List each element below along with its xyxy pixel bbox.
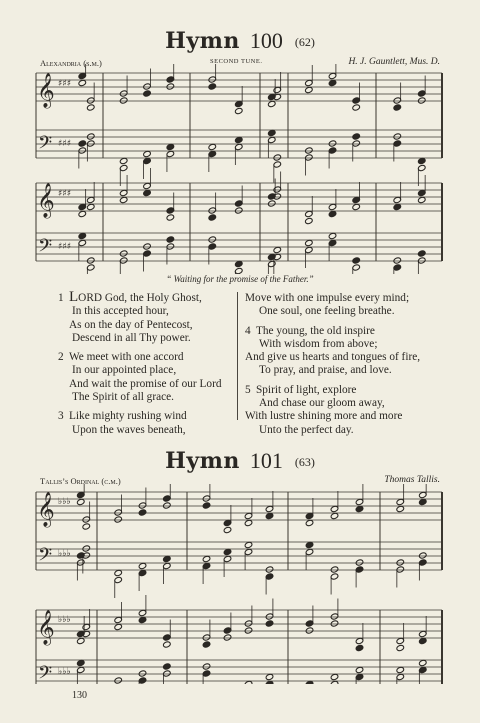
note-icon (268, 260, 276, 267)
note-icon (352, 140, 360, 147)
note-icon (166, 83, 174, 90)
note-icon (119, 97, 127, 104)
hymn-101-system-1 (36, 492, 442, 570)
note-icon (223, 555, 231, 562)
note-icon (138, 616, 146, 623)
note-icon (355, 498, 363, 505)
verse-4-line-3: And give us hearts and tongues of fire, (245, 351, 421, 364)
note-icon (163, 641, 171, 648)
note-icon (355, 666, 363, 673)
note-icon (352, 203, 360, 210)
note-icon (138, 562, 146, 569)
note-icon (396, 673, 404, 680)
verse-3-line-1: Like mighty rushing wind (69, 410, 187, 423)
note-icon (77, 559, 85, 566)
note-icon (143, 150, 151, 157)
note-icon (166, 143, 174, 150)
note-icon (355, 505, 363, 512)
note-icon (202, 495, 210, 502)
note-icon (265, 566, 273, 573)
note-icon (330, 620, 338, 627)
hymn-101-composer: Thomas Tallis. (384, 475, 440, 485)
note-icon (268, 100, 276, 107)
bass-clef-icon: 𝄢 (38, 663, 53, 684)
note-icon (265, 505, 273, 512)
verse-1-line-3: As on the day of Pentecost, (69, 318, 193, 331)
note-icon (393, 203, 401, 210)
note-icon (77, 666, 85, 673)
note-icon (396, 666, 404, 673)
note-icon (208, 207, 216, 214)
note-icon (78, 210, 86, 217)
note-icon (202, 502, 210, 509)
verse-4-line-2: With wisdom from above; (259, 337, 378, 350)
hymn-100-verses-left: 1 LORD God, the Holy Ghost, In this accepted hour, As on the day of Pentecost, Descend in all Thy power. 2 We meet with one accord In our appointed place, And wait the promise of our Lord The Spirit of all grace. 3 Like mighty rushing wind Upon the waves beneath, (58, 289, 222, 436)
verse-1-line-4: Descend in all Thy power. (72, 331, 191, 344)
note-icon (273, 246, 281, 253)
bass-clef-icon: 𝄢 (38, 545, 53, 570)
note-icon (418, 157, 426, 164)
note-icon (305, 86, 313, 93)
note-icon (208, 143, 216, 150)
note-icon (78, 147, 86, 154)
treble-clef-icon: 𝄞 (37, 183, 55, 218)
note-icon (396, 505, 404, 512)
note-icon (273, 186, 281, 193)
note-icon (143, 90, 151, 97)
note-icon (235, 267, 243, 274)
verse-5-line-3: With lustre shining more and more (245, 410, 403, 423)
note-icon (265, 512, 273, 519)
note-icon (268, 136, 276, 143)
verse-2-line-3: And wait the promise of our Lord (69, 377, 222, 390)
note-icon (352, 133, 360, 140)
note-icon (87, 133, 95, 140)
note-icon (166, 243, 174, 250)
note-icon (82, 523, 90, 530)
note-icon (235, 200, 243, 207)
note-icon (305, 548, 313, 555)
drop-cap: L (69, 289, 79, 305)
note-icon (114, 576, 122, 583)
bass-clef-icon: 𝄢 (38, 133, 53, 158)
hymn-101-notes (77, 484, 427, 684)
note-icon (143, 83, 151, 90)
note-icon (419, 498, 427, 505)
clefs-and-keys (37, 492, 71, 684)
key-signature-icon: ♯♯♯ (58, 79, 72, 89)
note-icon (393, 140, 401, 147)
note-icon (396, 566, 404, 573)
hymn-100-verses-right (245, 292, 460, 437)
key-signature-icon: ♯♯♯ (58, 139, 72, 149)
note-icon (138, 670, 146, 677)
note-icon (202, 663, 210, 670)
note-icon (114, 616, 122, 623)
note-icon (87, 264, 95, 271)
note-icon (223, 627, 231, 634)
note-icon (119, 90, 127, 97)
note-icon (396, 644, 404, 651)
note-icon (77, 637, 85, 644)
note-icon (330, 505, 338, 512)
note-icon (352, 97, 360, 104)
hymn-100-title (0, 28, 480, 54)
note-icon (305, 79, 313, 86)
note-icon (268, 129, 276, 136)
note-icon (418, 196, 426, 203)
note-icon (328, 140, 336, 147)
note-icon (305, 627, 313, 634)
hymn-100-ref: (62) (294, 35, 315, 49)
key-signature-icon: ♭♭♭ (58, 615, 71, 625)
note-icon (119, 157, 127, 164)
note-icon (419, 559, 427, 566)
note-icon (419, 637, 427, 644)
barlines (36, 610, 442, 684)
note-icon (163, 670, 171, 677)
staff-lines (36, 183, 442, 261)
verse-2-line-1: We meet with one accord (69, 351, 184, 364)
note-icon (268, 200, 276, 207)
note-icon (87, 97, 95, 104)
hymn-100-tune-note: SECOND TUNE. (210, 58, 263, 65)
hymn-101-word: Hymn (165, 448, 240, 474)
hymn-101-tune: Tallis’s Ordinal (c.m.) (40, 476, 121, 486)
note-icon (305, 519, 313, 526)
note-icon (393, 133, 401, 140)
note-icon (138, 609, 146, 616)
note-icon (265, 613, 273, 620)
note-icon (355, 637, 363, 644)
hymn-100-word: Hymn (165, 28, 240, 54)
note-icon (202, 555, 210, 562)
note-icon (265, 620, 273, 627)
hymn-100-system-2 (36, 183, 442, 261)
note-icon (87, 257, 95, 264)
note-icon (78, 239, 86, 246)
note-icon (355, 566, 363, 573)
note-icon (78, 203, 86, 210)
verse-2-number: 2 (58, 351, 64, 364)
note-icon (418, 164, 426, 171)
note-icon (143, 250, 151, 257)
note-icon (208, 243, 216, 250)
note-icon (244, 541, 252, 548)
note-icon (114, 569, 122, 576)
note-icon (235, 100, 243, 107)
note-icon (78, 232, 86, 239)
note-icon (163, 663, 171, 670)
note-icon (143, 182, 151, 189)
note-icon (114, 516, 122, 523)
note-icon (87, 104, 95, 111)
note-icon (419, 552, 427, 559)
hymn-100-number: 100 (249, 28, 283, 53)
hymn-101-title (0, 448, 480, 474)
note-icon (166, 207, 174, 214)
note-icon (82, 623, 90, 630)
note-icon (355, 673, 363, 680)
note-icon (202, 670, 210, 677)
note-icon (305, 210, 313, 217)
note-icon (328, 79, 336, 86)
note-icon (235, 136, 243, 143)
note-icon (330, 673, 338, 680)
note-icon (163, 495, 171, 502)
note-icon (223, 526, 231, 533)
note-icon (330, 512, 338, 519)
note-icon (119, 189, 127, 196)
note-icon (138, 569, 146, 576)
key-signature-icon: ♭♭♭ (58, 549, 71, 559)
note-icon (352, 196, 360, 203)
note-icon (78, 79, 86, 86)
note-icon (223, 548, 231, 555)
note-icon (419, 666, 427, 673)
note-icon (352, 104, 360, 111)
note-icon (114, 509, 122, 516)
note-icon (163, 562, 171, 569)
note-icon (328, 147, 336, 154)
note-icon (273, 161, 281, 168)
note-icon (244, 620, 252, 627)
note-icon (87, 140, 95, 147)
note-icon (305, 239, 313, 246)
key-signature-icon: ♭♭♭ (58, 497, 71, 507)
barlines (36, 492, 442, 570)
verse-4-line-4: To pray, and praise, and love. (259, 364, 392, 377)
note-icon (119, 164, 127, 171)
page-number: 130 (72, 690, 87, 701)
verse-3-line-2: Upon the waves beneath, (72, 423, 186, 436)
note-icon (143, 243, 151, 250)
note-icon (305, 147, 313, 154)
note-icon (82, 516, 90, 523)
note-icon (265, 573, 273, 580)
staff-lines (36, 73, 442, 158)
note-icon (419, 630, 427, 637)
note-icon (208, 150, 216, 157)
note-icon (330, 613, 338, 620)
hymn-101-system-2 (36, 610, 442, 684)
hymn-100-tune: Alexandria (s.m.) (40, 58, 102, 68)
note-icon (273, 86, 281, 93)
note-icon (393, 257, 401, 264)
note-icon (419, 659, 427, 666)
note-icon (273, 154, 281, 161)
note-icon (352, 264, 360, 271)
note-icon (244, 512, 252, 519)
note-icon (143, 189, 151, 196)
note-icon (78, 140, 86, 147)
barlines (36, 183, 442, 261)
note-icon (166, 150, 174, 157)
note-icon (138, 502, 146, 509)
note-icon (328, 232, 336, 239)
note-icon (352, 257, 360, 264)
note-icon (244, 627, 252, 634)
note-icon (418, 189, 426, 196)
key-signature-icon: ♭♭♭ (58, 667, 71, 677)
hymn-100-caption: “ Waiting for the promise of the Father.” (166, 274, 314, 284)
note-icon (77, 498, 85, 505)
note-icon (138, 509, 146, 516)
hymn-100-composer: H. J. Gauntlett, Mus. D. (348, 57, 440, 67)
note-icon (418, 90, 426, 97)
verse-3-line-3: Move with one impulse every mind; (245, 292, 410, 304)
note-icon (166, 236, 174, 243)
verse-1-line-1: ORD God, the Holy Ghost, (78, 292, 202, 304)
note-icon (138, 677, 146, 684)
note-icon (87, 196, 95, 203)
treble-clef-icon: 𝄞 (37, 610, 55, 645)
note-icon (77, 491, 85, 498)
note-icon (223, 634, 231, 641)
note-icon (330, 566, 338, 573)
barlines (36, 73, 442, 158)
note-icon (82, 545, 90, 552)
note-icon (328, 239, 336, 246)
treble-clef-icon: 𝄞 (37, 73, 55, 108)
note-icon (355, 644, 363, 651)
note-icon (208, 83, 216, 90)
note-icon (163, 634, 171, 641)
note-icon (305, 541, 313, 548)
note-icon (328, 203, 336, 210)
note-icon (330, 573, 338, 580)
note-icon (202, 562, 210, 569)
verse-5-line-2: And chase our gloom away, (259, 397, 385, 410)
note-icon (163, 555, 171, 562)
note-icon (305, 154, 313, 161)
verse-3-line-4: One soul, one feeling breathe. (259, 305, 395, 318)
note-icon (328, 72, 336, 79)
note-icon (393, 196, 401, 203)
key-signature-icon: ♯♯♯ (58, 242, 72, 252)
note-icon (166, 214, 174, 221)
verse-1-line-2: In this accepted hour, (72, 305, 169, 318)
note-icon (166, 76, 174, 83)
note-icon (244, 548, 252, 555)
note-icon (418, 257, 426, 264)
note-icon (223, 519, 231, 526)
note-icon (163, 502, 171, 509)
note-icon (208, 236, 216, 243)
key-signature-icon: ♯♯♯ (58, 189, 72, 199)
verse-5-number: 5 (245, 383, 251, 396)
hymn-101-ref: (63) (294, 455, 315, 469)
note-icon (305, 246, 313, 253)
note-icon (396, 498, 404, 505)
note-icon (114, 677, 122, 684)
note-icon (305, 512, 313, 519)
hymn-100-score (0, 64, 480, 274)
column-divider (237, 292, 238, 420)
note-icon (393, 97, 401, 104)
note-icon (87, 203, 95, 210)
hymn-101-number: 101 (249, 448, 283, 473)
note-icon (393, 264, 401, 271)
note-icon (396, 559, 404, 566)
note-icon (119, 250, 127, 257)
note-icon (208, 214, 216, 221)
note-icon (202, 641, 210, 648)
note-icon (393, 104, 401, 111)
hymn-100-notes (78, 64, 426, 274)
note-icon (328, 210, 336, 217)
note-icon (78, 72, 86, 79)
hymn-101-score (0, 484, 480, 684)
note-icon (235, 107, 243, 114)
verse-5-line-1: Spirit of light, explore (256, 383, 357, 396)
treble-clef-icon: 𝄞 (37, 492, 55, 527)
note-icon (119, 196, 127, 203)
note-icon (235, 260, 243, 267)
note-icon (143, 157, 151, 164)
verse-5-line-4: Unto the perfect day. (259, 423, 354, 436)
note-icon (418, 250, 426, 257)
note-icon (418, 97, 426, 104)
verse-3-number: 3 (58, 410, 64, 423)
note-icon (77, 659, 85, 666)
note-icon (419, 491, 427, 498)
verse-4-line-1: The young, the old inspire (256, 324, 375, 337)
bass-clef-icon: 𝄢 (38, 236, 53, 261)
verse-4-number: 4 (245, 324, 251, 337)
note-icon (265, 673, 273, 680)
note-icon (208, 76, 216, 83)
note-icon (305, 217, 313, 224)
note-icon (396, 637, 404, 644)
verse-2-line-4: The Spirit of all grace. (72, 391, 174, 404)
note-icon (114, 623, 122, 630)
note-icon (355, 559, 363, 566)
note-icon (235, 207, 243, 214)
hymn-100-system-1 (36, 73, 442, 158)
note-icon (119, 257, 127, 264)
note-icon (202, 634, 210, 641)
note-icon (244, 519, 252, 526)
note-icon (305, 620, 313, 627)
verse-2-line-2: In our appointed place, (72, 364, 177, 377)
note-icon (235, 143, 243, 150)
